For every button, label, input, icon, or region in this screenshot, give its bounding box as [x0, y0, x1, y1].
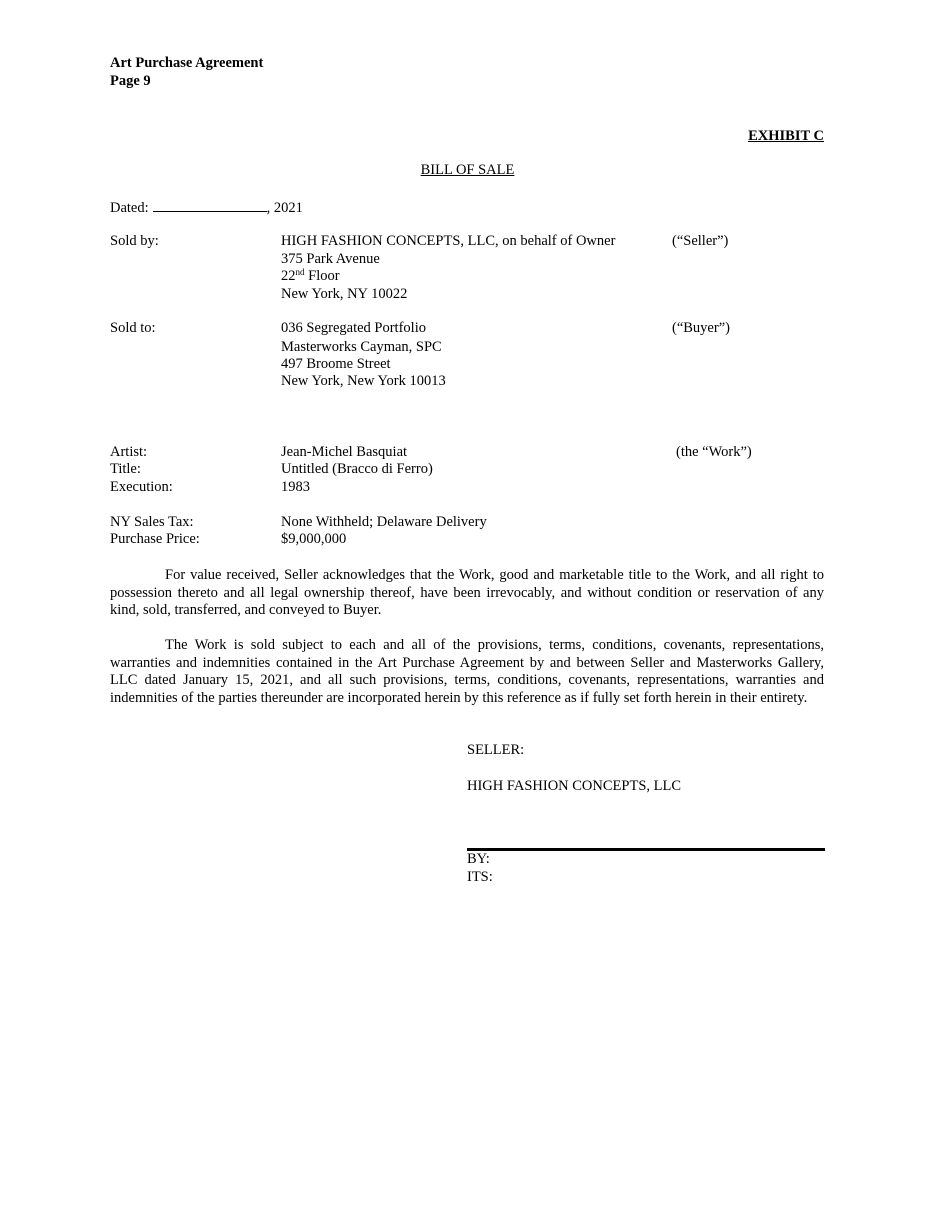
execution-value: 1983: [281, 479, 310, 495]
sales-tax-label: NY Sales Tax:: [110, 514, 194, 530]
sold-to-label: Sold to:: [110, 320, 156, 336]
sales-tax-value: None Withheld; Delaware Delivery: [281, 514, 487, 530]
buyer-role: (“Buyer”): [672, 320, 730, 336]
document-header-title: Art Purchase Agreement: [110, 55, 264, 71]
seller-street: 375 Park Avenue: [281, 251, 380, 267]
dated-label: Dated:: [110, 200, 149, 216]
artist-label: Artist:: [110, 444, 148, 460]
signature-by-label: BY:: [467, 851, 490, 867]
seller-signature-heading: SELLER:: [467, 742, 525, 758]
page-number: Page 9: [110, 73, 151, 89]
bill-of-sale-title: BILL OF SALE: [420, 162, 515, 178]
execution-label: Execution:: [110, 479, 173, 495]
purchase-price-label: Purchase Price:: [110, 531, 200, 547]
exhibit-label: EXHIBIT C: [748, 128, 824, 144]
dated-year: , 2021: [266, 200, 303, 216]
buyer-city: New York, New York 10013: [281, 373, 446, 389]
sold-by-label: Sold by:: [110, 233, 159, 249]
seller-name: HIGH FASHION CONCEPTS, LLC, on behalf of Owner: [281, 233, 616, 249]
date-blank: [153, 198, 267, 212]
buyer-name: 036 Segregated Portfolio: [281, 320, 426, 336]
title-value: Untitled (Bracco di Ferro): [281, 461, 433, 477]
buyer-company: Masterworks Cayman, SPC: [281, 339, 442, 355]
subject-to-paragraph: The Work is sold subject to each and all of the provisions, terms, conditions, covenants, representations, warranties and indemnities contained in the Art Purchase Agreement by and between Seller and Masterworks Gallery, LLC dated January 15, 2021, and all such provisions, terms, conditions, covenants, representations, warranties and indemnities of the parties thereunder are incorporated herein by this reference as if fully set forth herein in their entirety.: [110, 637, 824, 706]
work-role: (the “Work”): [676, 444, 752, 460]
title-label: Title:: [110, 461, 141, 477]
seller-city: New York, NY 10022: [281, 286, 408, 302]
seller-floor: 22nd Floor: [281, 267, 340, 284]
signature-line: [467, 848, 825, 851]
signature-its-label: ITS:: [467, 869, 493, 885]
seller-role: (“Seller”): [672, 233, 729, 249]
dated-line: [110, 198, 303, 218]
conveyance-paragraph: For value received, Seller acknowledges that the Work, good and marketable title to the Work, and all right to possession thereto and all legal ownership thereof, have been irrevocably, and without condition or reservation of any kind, sold, transferred, and conveyed to Buyer.: [110, 567, 824, 618]
buyer-street: 497 Broome Street: [281, 356, 391, 372]
seller-signature-company: HIGH FASHION CONCEPTS, LLC: [467, 778, 682, 794]
artist-value: Jean-Michel Basquiat: [281, 444, 408, 460]
purchase-price-value: $9,000,000: [281, 531, 347, 547]
